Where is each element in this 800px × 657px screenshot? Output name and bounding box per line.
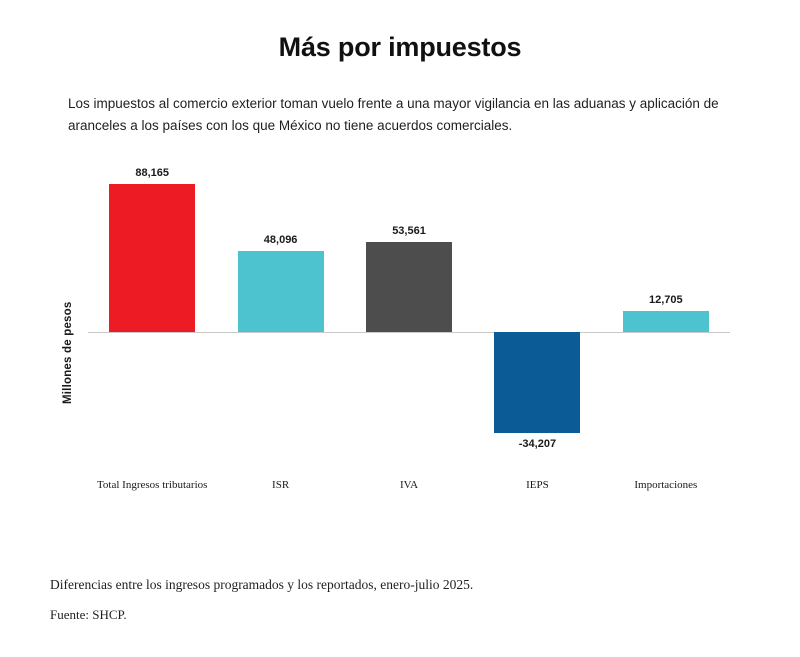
- bar[interactable]: [366, 242, 452, 332]
- bar-column: [602, 164, 730, 454]
- page-title: Más por impuestos: [278, 32, 522, 62]
- x-tick-label: ISR: [272, 478, 290, 491]
- x-tick-label: Total Ingresos tributarios: [96, 478, 208, 491]
- y-axis-label: Millones de pesos: [62, 301, 74, 404]
- bar-column: [216, 164, 344, 454]
- bar[interactable]: [494, 332, 580, 433]
- bar-column: [473, 164, 601, 454]
- bar-column: [345, 164, 473, 454]
- x-tick-label: IEPS: [526, 478, 549, 491]
- x-tick-label: IVA: [399, 478, 419, 491]
- bar-value-label: 53,561: [392, 224, 426, 237]
- bar[interactable]: [109, 184, 195, 332]
- plot-region: [88, 164, 730, 454]
- bar-value-label: 48,096: [263, 233, 298, 246]
- footer-note: Diferencias entre los ingresos programados y los reportados, enero-julio 2025.: [50, 577, 474, 592]
- chart-area: [0, 156, 800, 491]
- bar-series: [88, 164, 730, 454]
- chart-page: [0, 32, 800, 657]
- bar[interactable]: [238, 251, 324, 332]
- bar-value-label: -34,207: [518, 437, 557, 450]
- bar-value-label: 12,705: [649, 293, 683, 306]
- bar[interactable]: [623, 311, 709, 332]
- chart-footer: [50, 577, 750, 623]
- x-tick-label: Importaciones: [634, 478, 698, 491]
- bar-value-label: 88,165: [135, 166, 170, 179]
- footer-source: Fuente: SHCP.: [50, 607, 127, 622]
- bar-column: [88, 164, 216, 454]
- chart-subtitle: Los impuestos al comercio exterior toman vuelo frente a una mayor vigilancia en las aduanas y aplicación de aranceles a los países con los que México no tiene acuerdos comerciales.: [68, 96, 719, 134]
- x-axis-tick-labels: [88, 478, 730, 493]
